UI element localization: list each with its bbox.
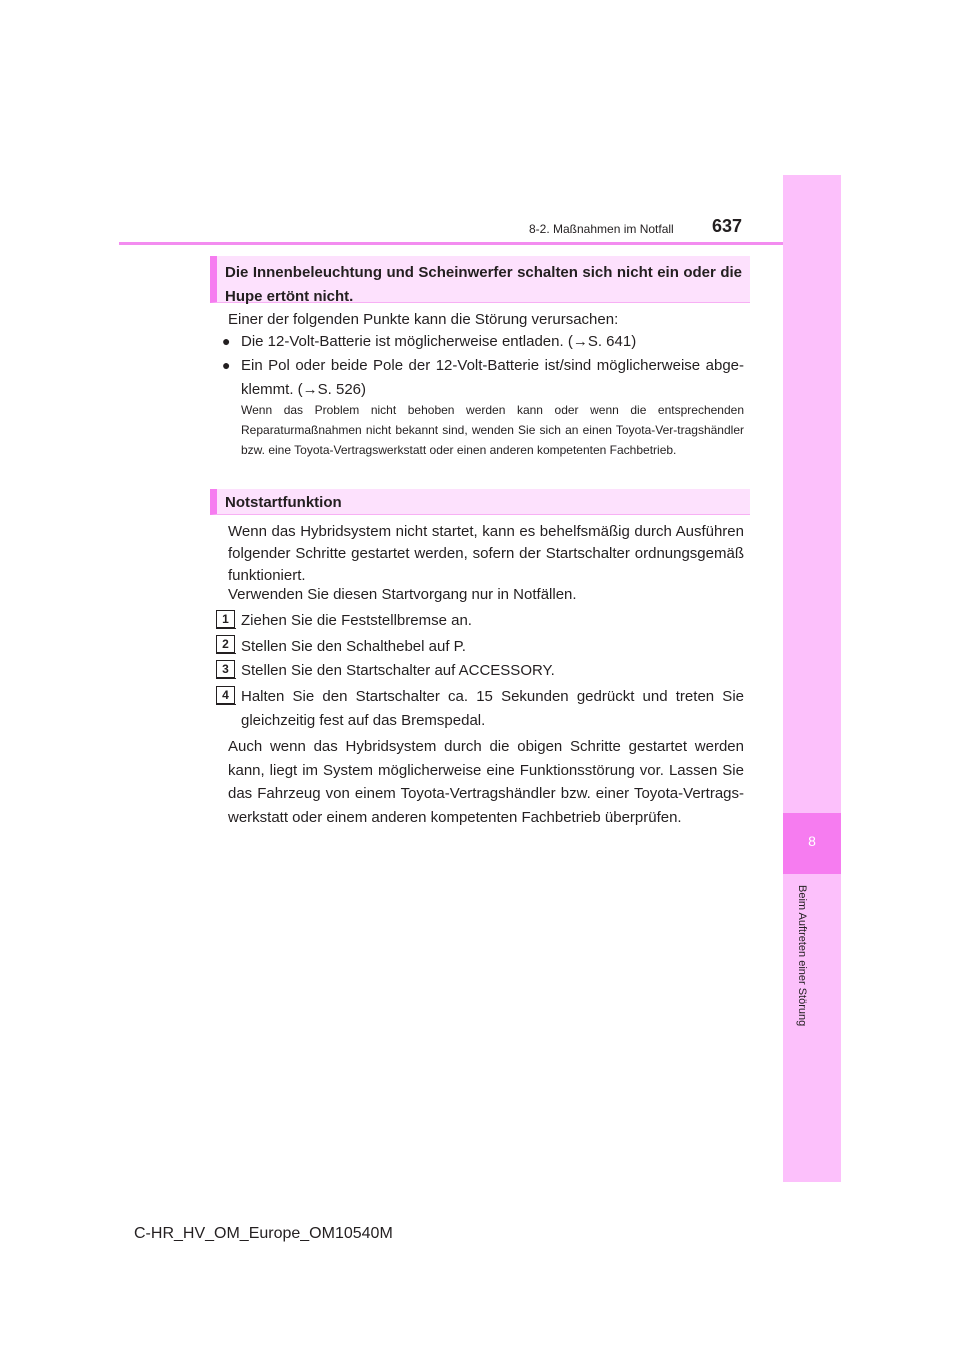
bullet-1-symbol: ● — [222, 333, 231, 349]
step-3-text: Stellen Sie den Startschalter auf ACCESSORY. — [241, 662, 555, 679]
step-4-rule — [216, 704, 236, 705]
step-3-rule — [216, 678, 236, 679]
section2-closing: Auch wenn das Hybridsystem durch die obigen Schritte gestartet werden kann, liegt im System möglicherweise eine Funktionsstörung vor. Lassen Sie das Fahrzeug von einem Toyota-Vertragshändler bzw. einer Toyota-Vertrags-werkstatt oder einem anderen kompetenten Fachbetrieb überprüfen. — [228, 738, 744, 826]
section2-intro2: Verwenden Sie diesen Startvorgang nur in Notfällen. — [228, 586, 577, 603]
bullet-2-text: Ein Pol oder beide Pole der 12-Volt-Batterie ist/sind möglicherweise abge-klemmt. (→S. 526) — [241, 357, 744, 398]
step-4-text: Halten Sie den Startschalter ca. 15 Sekunden gedrückt und treten Sie gleichzeitig fest auf das Bremspedal. — [241, 688, 744, 729]
step-1-text: Ziehen Sie die Feststellbremse an. — [241, 612, 472, 629]
section2-intro: Wenn das Hybridsystem nicht startet, kann es behelfsmäßig durch Ausführen folgender Schritte gestartet werden, sofern der Startschalter ordnungsgemäß funktioniert. — [228, 523, 744, 584]
step-2-rule — [216, 653, 236, 654]
page-number: 637 — [712, 216, 743, 236]
section1-intro: Einer der folgenden Punkte kann die Störung verursachen: — [228, 311, 619, 328]
step-2-number: 2 — [216, 635, 235, 653]
section1-note: Wenn das Problem nicht behoben werden kann oder wenn die entsprechenden Reparaturmaßnahmen nicht bekannt sind, wenden Sie sich an einen Toyota-Ver-tragshändler bzw. eine Toyota-Vertragswerkstatt oder einen anderen kompetenten Fachbetrieb. — [241, 403, 744, 457]
document-code: C-HR_HV_OM_Europe_OM10540M — [134, 1225, 393, 1242]
bullet-1-text: Die 12-Volt-Batterie ist möglicherweise entladen. (→S. 641) — [241, 333, 637, 350]
step-1-number: 1 — [216, 610, 235, 628]
step-3-number: 3 — [216, 660, 235, 678]
section-heading-lights: Die Innenbeleuchtung und Scheinwerfer schalten sich nicht ein oder die Hupe ertönt nicht. — [210, 256, 750, 303]
step-4-number: 4 — [216, 686, 235, 704]
section-title: 8-2. Maßnahmen im Notfall — [529, 222, 674, 236]
step-1-rule — [216, 628, 236, 629]
header-rule — [119, 242, 783, 245]
chapter-title: Beim Auftreten einer Störung — [796, 885, 808, 1027]
section-heading-emergency-start: Notstartfunktion — [210, 489, 750, 515]
step-2-text: Stellen Sie den Schalthebel auf P. — [241, 638, 466, 655]
chapter-number: 8 — [808, 833, 816, 849]
bullet-2-symbol: ● — [222, 357, 231, 373]
